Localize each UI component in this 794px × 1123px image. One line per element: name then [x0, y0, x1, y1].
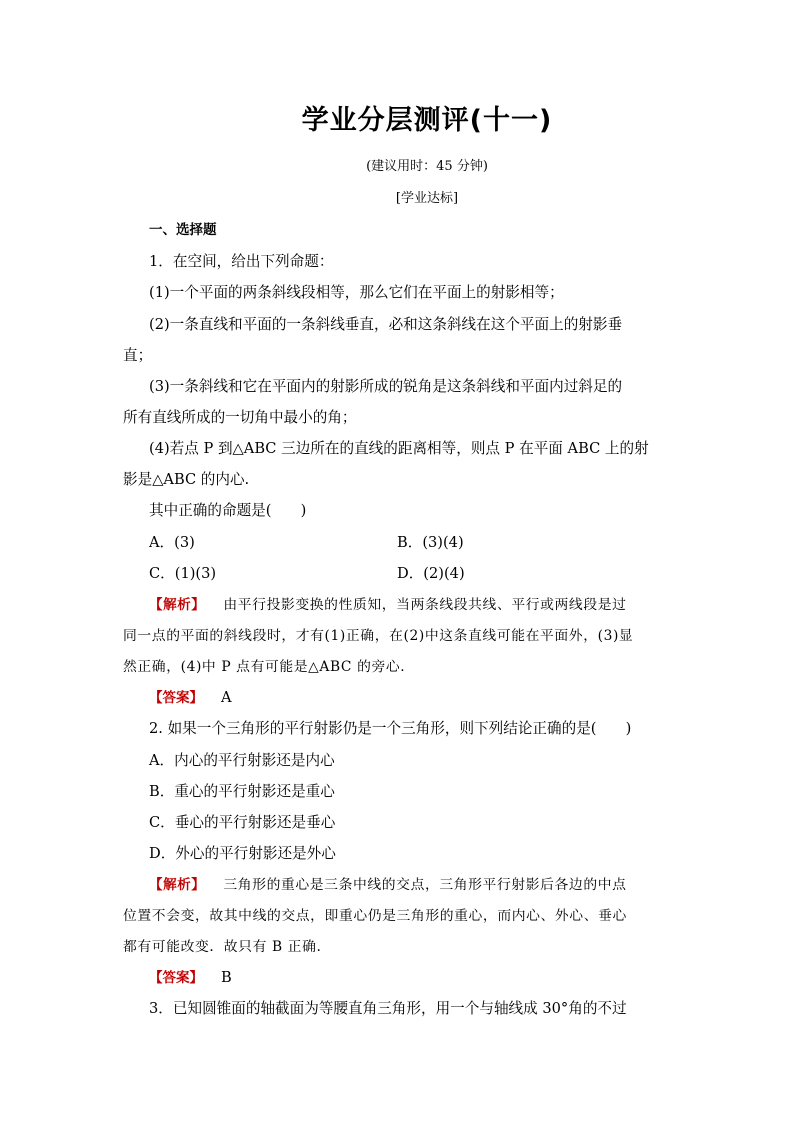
q1-option-c: C．(1)(3) — [149, 565, 217, 582]
q1-analysis-cont-2: 然正确，(4)中 P 点有可能是△ABC 的旁心. — [123, 659, 406, 675]
q1-statement-1: (1)一个平面的两条斜线段相等，那么它们在平面上的射影相等； — [149, 284, 564, 301]
q2-stem: 2. 如果一个三角形的平行射影仍是一个三角形，则下列结论正确的是( ) — [149, 720, 632, 737]
q2-option-a: A．内心的平行射影还是内心 — [149, 752, 335, 769]
q1-statement-4-cont: 影是△ABC 的内心. — [123, 471, 250, 488]
analysis-tag: 【解析】 — [149, 877, 206, 893]
q1-option-a: A．(3) — [149, 534, 195, 551]
q2-answer-value: B — [221, 969, 232, 986]
q1-answer — [149, 686, 232, 706]
q1-answer-value: A — [221, 689, 232, 706]
level-label: [学业达标] — [395, 191, 459, 206]
q1-statement-2: (2)一条直线和平面的一条斜线垂直，必和这条斜线在这个平面上的射影垂 — [149, 316, 623, 333]
q2-analysis — [149, 873, 627, 893]
q1-question: 其中正确的命题是( ) — [149, 502, 307, 519]
q3-stem: 3．已知圆锥面的轴截面为等腰直角三角形，用一个与轴线成 30°角的不过 — [149, 1000, 627, 1017]
q1-option-b: B．(3)(4) — [397, 534, 464, 551]
q1-stem: 1．在空间，给出下列命题： — [149, 253, 334, 270]
q1-option-d: D．(2)(4) — [397, 565, 465, 582]
page-title: 学业分层测评(十一) — [301, 105, 553, 136]
q1-statement-2-cont: 直； — [123, 347, 153, 364]
q1-analysis-cont-1: 同一点的平面的斜线段时，才有(1)正确，在(2)中这条直线可能在平面外，(3)显 — [123, 628, 634, 644]
q2-analysis-text: 三角形的重心是三条中线的交点，三角形平行射影后各边的中点 — [223, 877, 627, 893]
analysis-tag: 【解析】 — [149, 597, 206, 613]
q1-statement-4: (4)若点 P 到△ABC 三边所在的直线的距离相等，则点 P 在平面 ABC 上的射 — [149, 440, 649, 457]
q1-analysis — [149, 593, 627, 613]
q1-analysis-text: 由平行投影变换的性质知，当两条线段共线、平行或两线段是过 — [223, 597, 627, 613]
time-note: (建议用时：45 分钟) — [366, 159, 488, 174]
q2-analysis-cont-1: 位置不会变，故其中线的交点，即重心仍是三角形的重心，而内心、外心、垂心 — [123, 908, 627, 924]
q2-option-c: C．垂心的平行射影还是垂心 — [149, 814, 336, 831]
q1-statement-3-cont: 所有直线所成的一切角中最小的角； — [123, 409, 357, 426]
q2-analysis-cont-2: 都有可能改变．故只有 B 正确. — [123, 939, 322, 955]
q2-option-b: B．重心的平行射影还是重心 — [149, 783, 335, 800]
answer-tag: 【答案】 — [149, 970, 203, 986]
answer-tag: 【答案】 — [149, 690, 203, 706]
section-heading: 一、选择题 — [149, 222, 217, 238]
q2-option-d: D．外心的平行射影还是外心 — [149, 845, 336, 862]
q1-statement-3: (3)一条斜线和它在平面内的射影所成的锐角是这条斜线和平面内过斜足的 — [149, 378, 623, 395]
q2-answer — [149, 966, 232, 986]
